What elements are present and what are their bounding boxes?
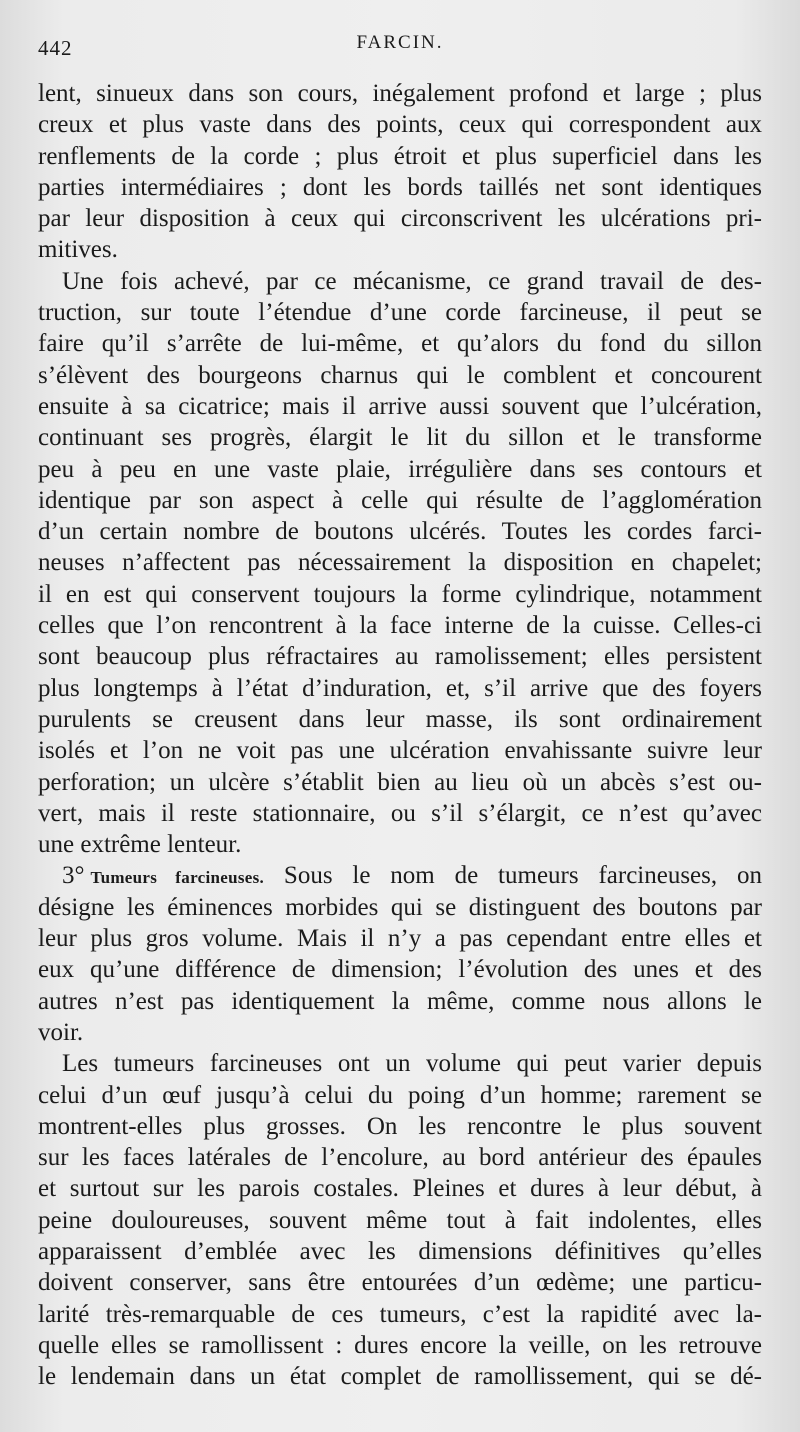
page-number: 442 [38,36,73,60]
text-line: d’un certain nombre de boutons ulcérés. Toutes les cordes farci- [38,518,762,546]
text-line: mitives. [38,236,118,264]
running-title: FARCIN. [356,32,444,53]
text-line: sont beaucoup plus réfractaires au ramolissement; elles persistent [38,643,762,671]
text-line: autres n’est pas identiquement la même, comme nous allons le [38,987,762,1015]
text-line: parties intermédiaires ; dont les bords taillés net sont identiques [38,173,762,201]
text-line: Une fois achevé, par ce mécanisme, ce grand travail de des- [62,267,762,295]
section-number: 3° [62,862,85,890]
text-line: ensuite à sa cicatrice; mais il arrive aussi souvent que l’ulcération, [38,392,762,420]
text-line: plus longtemps à l’état d’induration, et, s’il arrive que des foyers [38,674,762,702]
section-first-line [38,860,762,891]
text-line: voir. [38,1018,84,1046]
text-line: larité très-remarquable de ces tumeurs, c’est la rapidité avec la- [38,1300,762,1328]
text-line: quelle elles se ramollissent : dures encore la veille, on les retrouve [38,1331,762,1359]
text-line: apparaissent d’emblée avec les dimensions définitives qu’elles [38,1237,762,1265]
text-line: eux qu’une différence de dimension; l’évolution des unes et des [38,956,762,984]
text-line: par leur disposition à ceux qui circonscrivent les ulcérations pri- [38,205,762,233]
section-heading: Tumeurs farcineuses. [90,868,265,888]
text-line: perforation; un ulcère s’établit bien au lieu où un abcès s’est ou- [38,768,762,796]
text-line: leur plus gros volume. Mais il n’y a pas cependant entre elles et [38,925,762,953]
text-line: continuant ses progrès, élargit le lit du sillon et le transforme [38,424,762,452]
text-line: il en est qui conservent toujours la forme cylindrique, notamment [38,580,762,608]
text-line: purulents se creusent dans leur masse, ils sont ordinairement [38,705,762,733]
text-line: peu à peu en une vaste plaie, irrégulière dans ses contours et [38,455,762,483]
text-line: neuses n’affectent pas nécessairement la disposition en chapelet; [38,549,762,577]
text-line: peine douloureuses, souvent même tout à fait indolentes, elles [38,1206,762,1234]
text-line: doivent conserver, sans être entourées d’un œdème; une particu- [38,1269,762,1297]
text-line: celles que l’on rencontrent à la face interne de la cuisse. Celles-ci [38,612,762,640]
text-line: une extrême lenteur. [38,831,242,859]
text-line: creux et plus vaste dans des points, ceux qui correspondent aux [38,111,762,139]
text-line: faire qu’il s’arrête de lui-même, et qu’alors du fond du sillon [38,330,762,358]
text-line: s’élèvent des bourgeons charnus qui le comblent et concourent [38,361,762,389]
text-line: et surtout sur les parois costales. Pleines et dures à leur début, à [38,1175,762,1203]
body-text [38,78,762,1392]
text-fragment: Sous le nom de tumeurs farcineuses, on [283,862,762,890]
text-line: identique par son aspect à celle qui résulte de l’agglomération [38,486,762,514]
page-header [38,32,762,62]
text-line: isolés et l’on ne voit pas une ulcération envahissante suivre leur [38,737,762,765]
text-line: lent, sinueux dans son cours, inégalement profond et large ; plus [38,80,762,107]
text-line: le lendemain dans un état complet de ramollissement, qui se dé- [38,1363,762,1391]
text-line: montrent-elles plus grosses. On les rencontre le plus souvent [38,1112,762,1140]
text-line: celui d’un œuf jusqu’à celui du poing d’un homme; rarement se [38,1081,762,1109]
text-line: désigne les éminences morbides qui se distinguent des boutons par [38,893,762,921]
text-line: renflements de la corde ; plus étroit et plus superficiel dans les [38,142,762,170]
text-line: vert, mais il reste stationnaire, ou s’il s’élargit, ce n’est qu’avec [38,799,762,827]
text-line: sur les faces latérales de l’encolure, au bord antérieur des épaules [38,1144,762,1172]
text-line: truction, sur toute l’étendue d’une corde farcineuse, il peut se [38,299,762,327]
text-line: Les tumeurs farcineuses ont un volume qui peut varier depuis [62,1050,762,1078]
